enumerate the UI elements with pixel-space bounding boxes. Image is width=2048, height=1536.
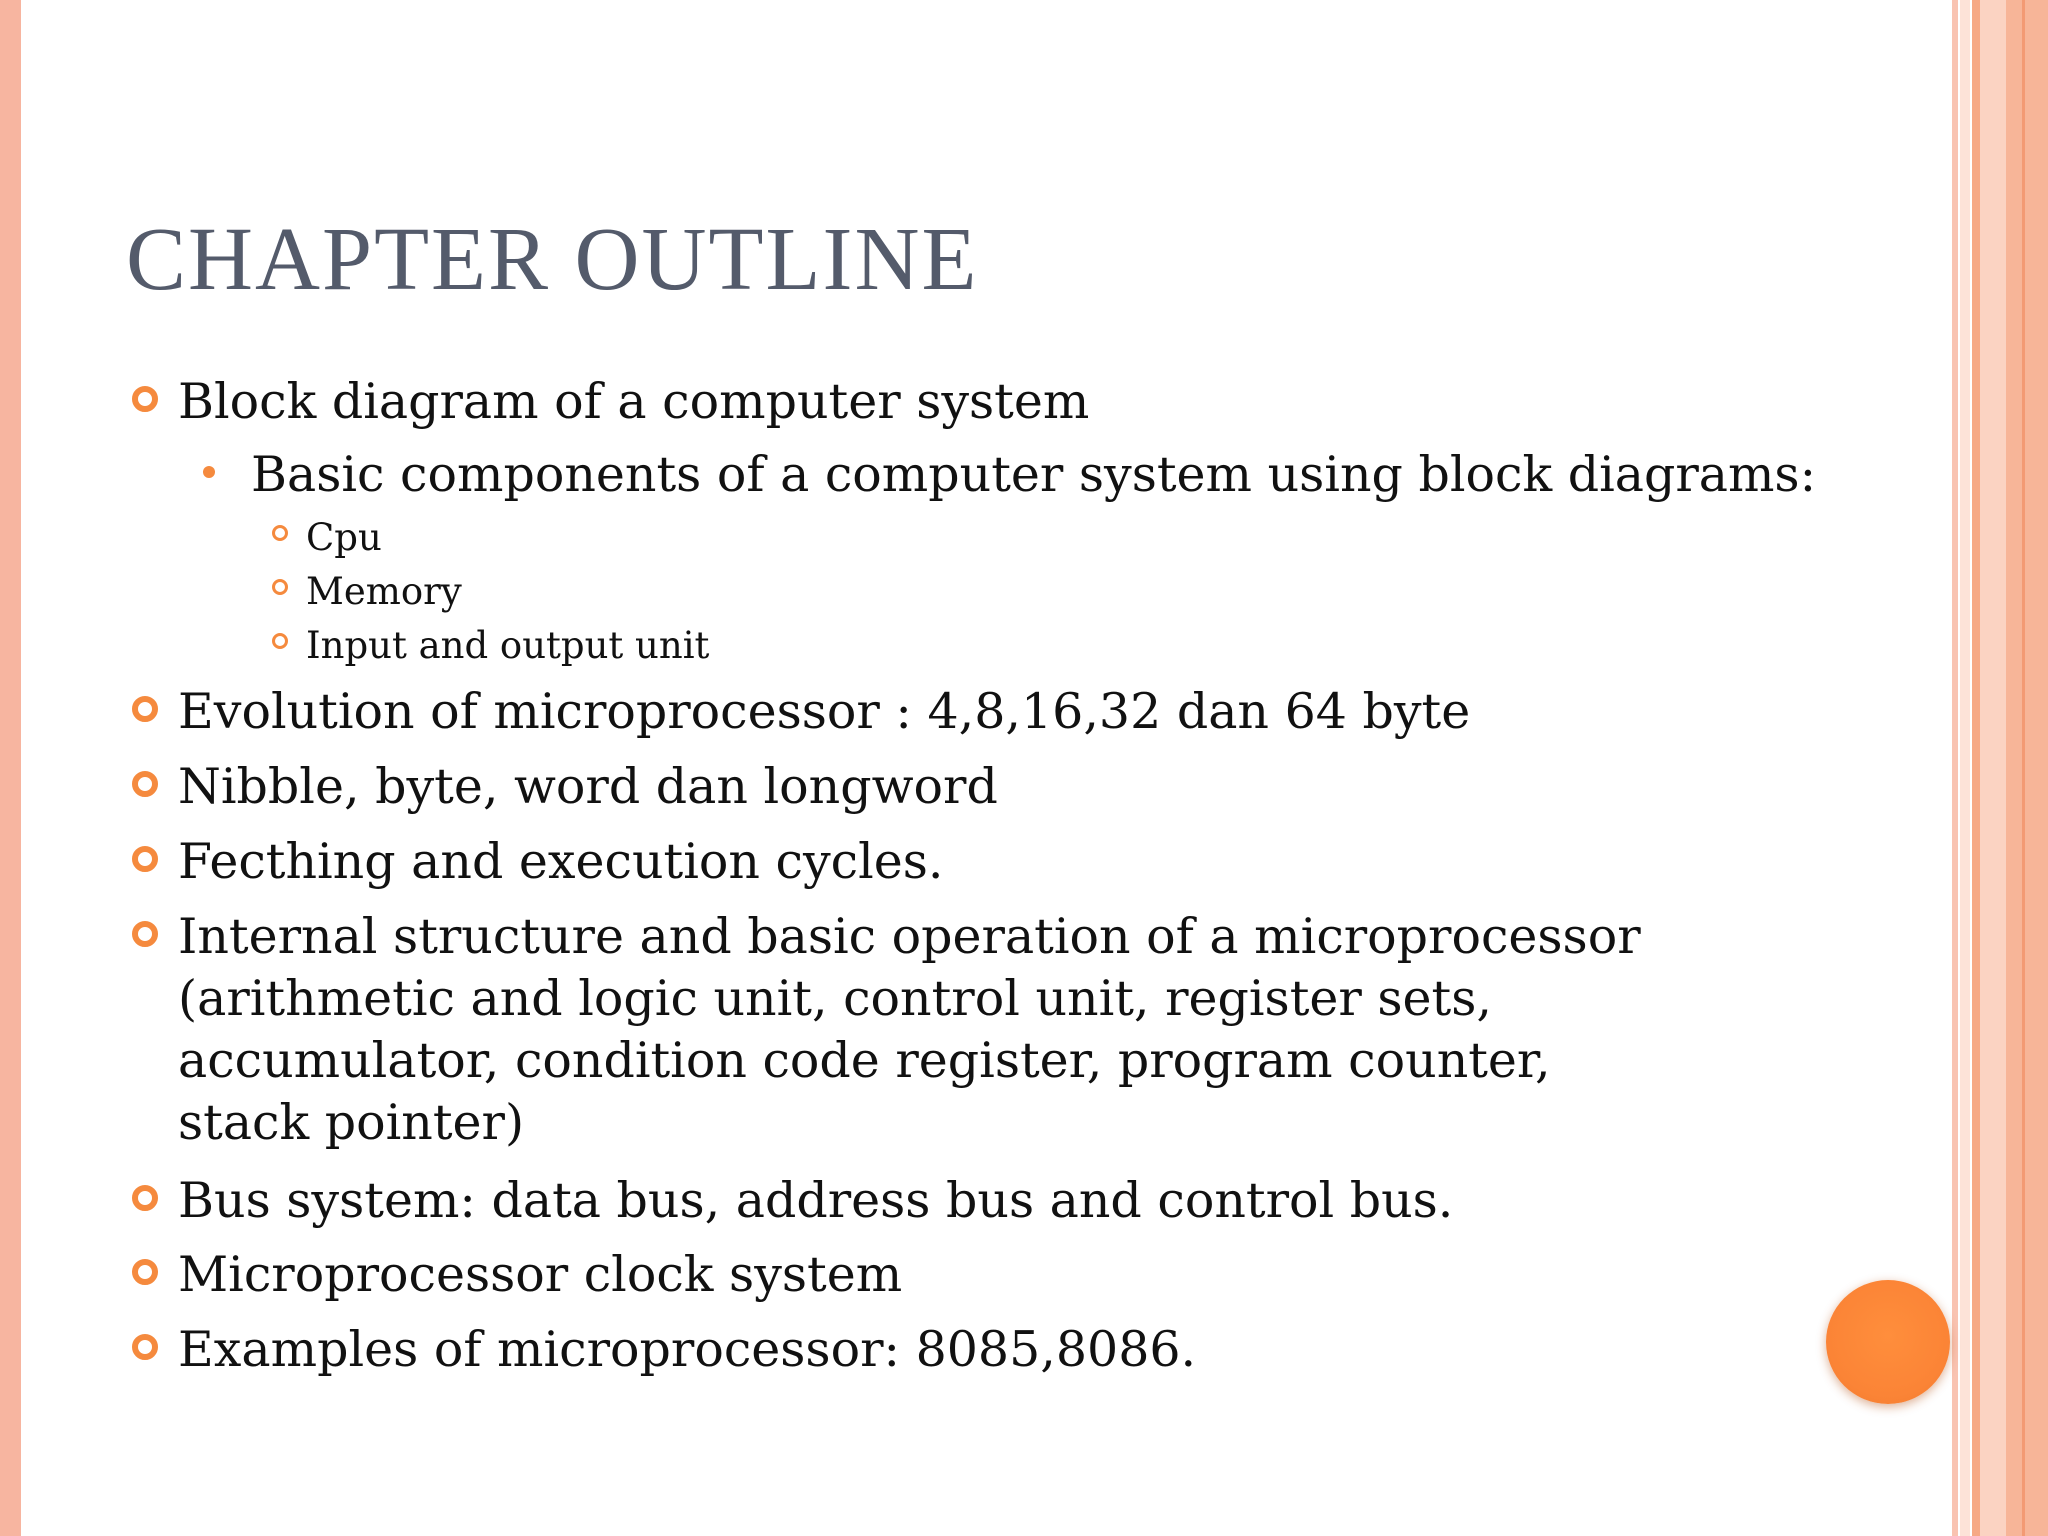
outline-subitem-text: Basic components of a computer system using block diagrams:: [251, 446, 1817, 503]
dot-bullet-icon: [203, 466, 215, 478]
outline-item-text: Nibble, byte, word dan longword: [178, 758, 998, 815]
outline-item-text: Examples of microprocessor: 8085,8086.: [178, 1321, 1197, 1378]
outline-item-text: Block diagram of a computer system: [178, 373, 1090, 430]
ring-bullet-icon: [272, 633, 288, 649]
outline-item-text: Microprocessor clock system: [178, 1246, 903, 1303]
ring-bullet-icon: [132, 696, 158, 722]
outline-subitem: [251, 444, 1816, 506]
outline-item-text: Bus system: data bus, address bus and control bus.: [178, 1172, 1454, 1229]
outline-item-text: Fecthing and execution cycles.: [178, 833, 944, 890]
ring-bullet-icon: [132, 846, 158, 872]
right-stripe-6: [2022, 0, 2025, 1536]
right-decorative-stripes: [1952, 0, 2048, 1536]
outline-item: [178, 831, 943, 893]
ring-bullet-icon: [272, 525, 288, 541]
outline-subsubitem: [306, 566, 462, 618]
outline-item: [178, 1319, 1196, 1381]
ring-bullet-icon: [132, 771, 158, 797]
right-stripe-1: [1952, 0, 1958, 1536]
ring-bullet-icon: [132, 1185, 158, 1211]
ring-bullet-icon: [132, 921, 158, 947]
outline-item: [178, 756, 998, 818]
outline-item: [178, 681, 1470, 743]
right-stripe-4: [1980, 0, 2006, 1536]
ring-bullet-icon: [132, 1259, 158, 1285]
outline-item: [178, 371, 1089, 433]
outline-subsubitem-text: Cpu: [306, 516, 382, 559]
outline-item: [178, 906, 1658, 1154]
outline-subsubitem: [306, 620, 709, 672]
orange-circle-decoration: [1826, 1280, 1950, 1404]
ring-bullet-icon: [272, 579, 288, 595]
right-stripe-5: [2006, 0, 2048, 1536]
ring-bullet-icon: [132, 386, 158, 412]
outline-subsubitem-text: Memory: [306, 570, 462, 613]
outline-item: [178, 1170, 1453, 1232]
right-stripe-2: [1960, 0, 1970, 1536]
ring-bullet-icon: [132, 1334, 158, 1360]
outline-item: [178, 1244, 902, 1306]
outline-item-text: Evolution of microprocessor : 4,8,16,32 dan 64 byte: [178, 683, 1471, 740]
slide-title: CHAPTER OUTLINE: [126, 210, 979, 309]
right-stripe-3: [1972, 0, 1980, 1536]
outline-subsubitem: [306, 512, 382, 564]
outline-subsubitem-text: Input and output unit: [306, 624, 710, 667]
outline-item-text: Internal structure and basic operation of a microprocessor (arithmetic and logic unit, control unit, register sets, accumulator, condition code register, program counter, stack pointer): [178, 908, 1641, 1151]
